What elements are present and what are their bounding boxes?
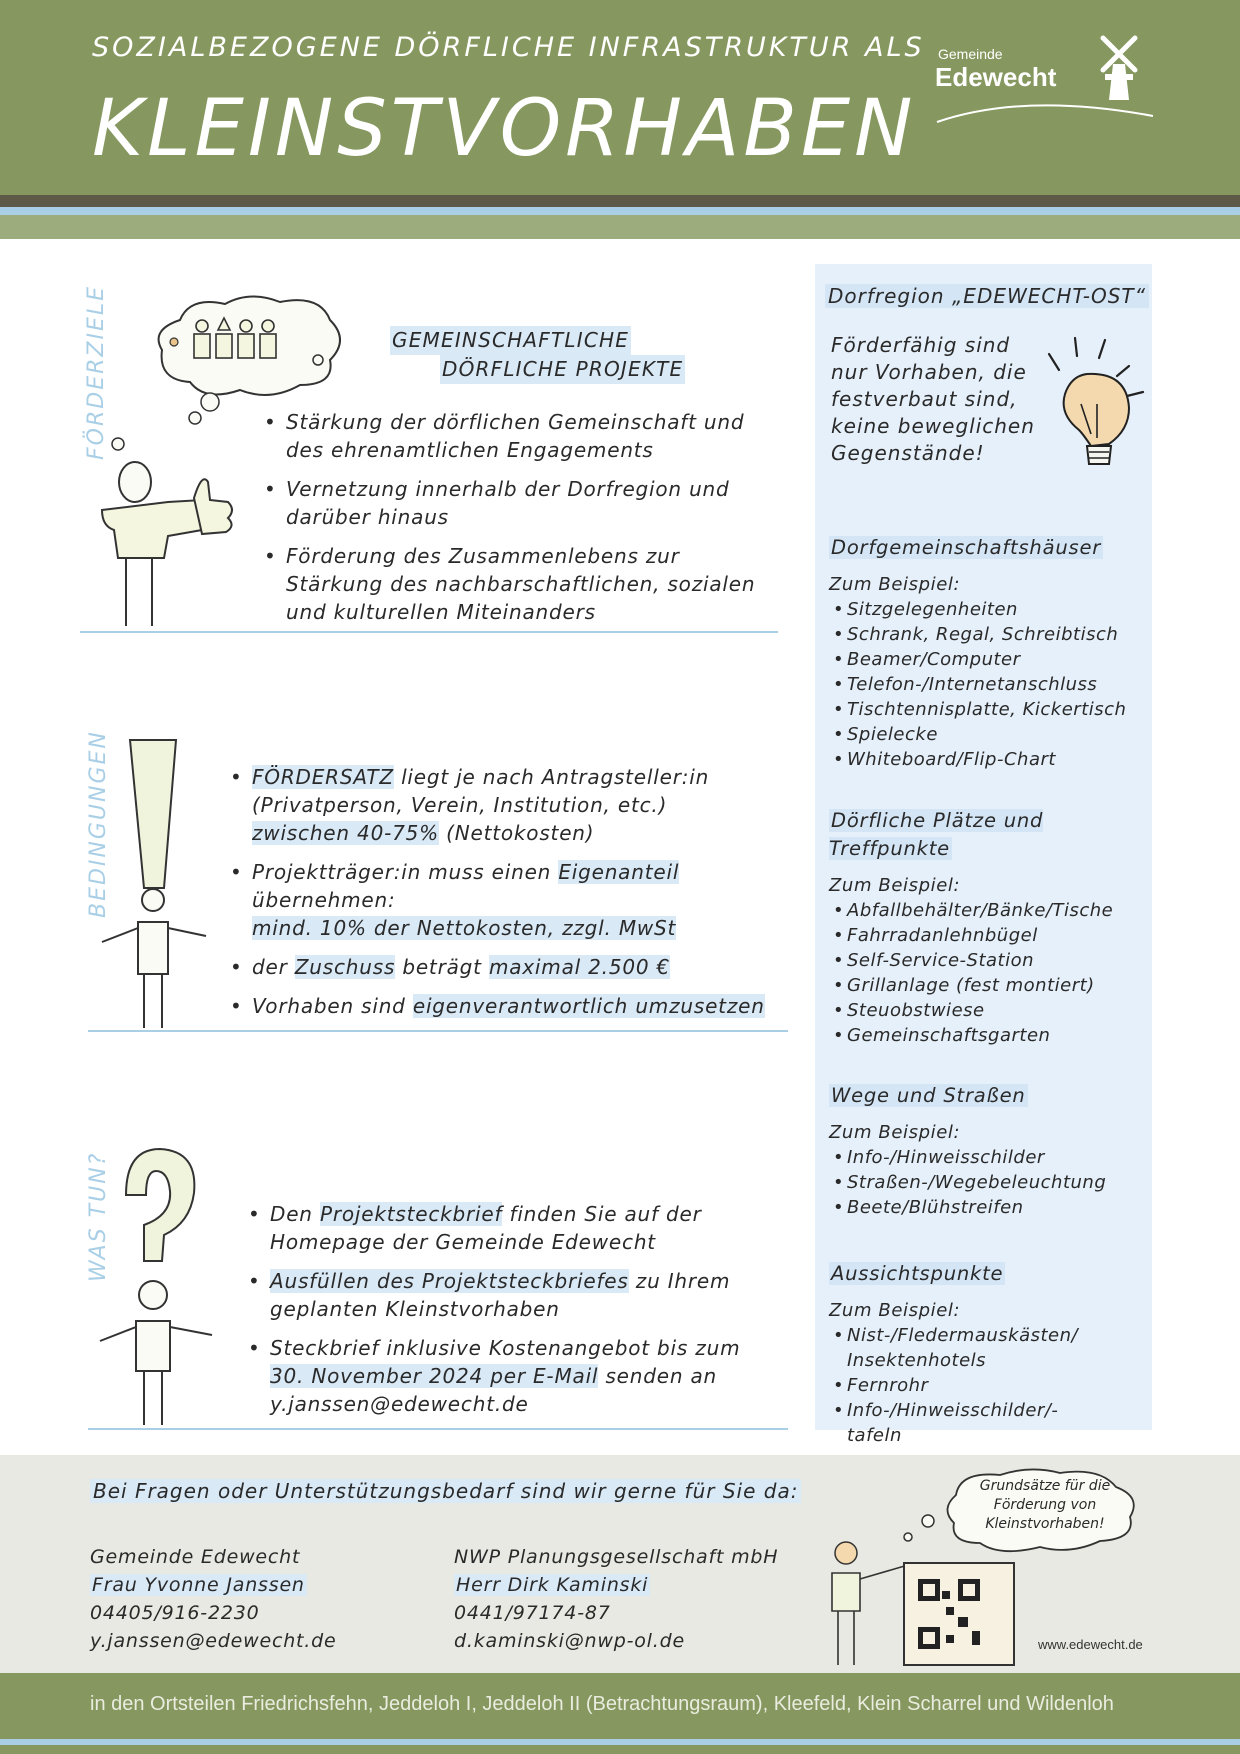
category-example-label: Zum Beispiel: [829, 875, 961, 896]
header-stripe-dark [0, 195, 1240, 207]
contact-section [0, 1455, 1240, 1673]
contact-phone[interactable]: 04405/916-2230 [90, 1602, 260, 1624]
list-item: • Whiteboard/Flip-Chart [829, 747, 1139, 772]
list-item: • Beamer/Computer [829, 647, 1139, 672]
section3-b3-text: Steckbrief inklusive Kostenangebot bis zum [270, 1336, 741, 1360]
highlight-eigenverantwortlich: eigenverantwortlich umzusetzen [412, 994, 765, 1018]
section2-b3-text: der [252, 955, 295, 979]
side-label-bedingungen: BEDINGUNGEN [86, 730, 111, 918]
category-title: Dörfliche Plätze und Treffpunkte [829, 809, 1044, 860]
list-item: • Info-/Hinweisschilder/-tafeln [829, 1398, 1109, 1448]
list-item: • Steuobstwiese [829, 998, 1129, 1023]
category-list [829, 1145, 1139, 1220]
qr-note: Grundsätze für die Förderung von Kleinstvorhaben! [979, 1478, 1111, 1532]
panel-category-wege [829, 1082, 1139, 1220]
panel-category-aussichtspunkte [829, 1260, 1109, 1448]
list-item: • Fernrohr [829, 1373, 1109, 1398]
header-banner [0, 0, 1240, 195]
section2-bullet-list [228, 763, 768, 1031]
section3-b2-text: zu Ihrem geplanten Kleinstvorhaben [270, 1269, 731, 1321]
highlight-zuschuss: Zuschuss [294, 955, 396, 979]
category-list [829, 1323, 1109, 1448]
panel-intro: Förderfähig sind nur Vorhaben, die festverbaut sind, keine beweglichen Gegenstände! [831, 333, 1035, 465]
section2-bullet-foerdersatz [228, 763, 768, 847]
contact-phone[interactable]: 0441/97174-87 [454, 1602, 611, 1624]
panel-category-dorfgemeinschaftshaeuser [829, 534, 1139, 772]
section3-bullet-steckbrief [246, 1200, 756, 1256]
side-label-foerderziele: FÖRDERZIELE [84, 284, 109, 460]
logo-small-text: Gemeinde [938, 46, 1003, 62]
list-item: • Fahrradanlehnbügel [829, 923, 1129, 948]
municipality-logo[interactable] [935, 34, 1155, 129]
highlight-rate: zwischen 40-75% [252, 821, 439, 845]
contact-org: NWP Planungsgesellschaft mbH [454, 1546, 779, 1568]
lightbulb-icon [1043, 334, 1153, 484]
contact-email[interactable]: y.janssen@edewecht.de [90, 1630, 337, 1652]
section2-b4-text: Vorhaben sind [252, 994, 413, 1018]
highlight-eigenanteil: Eigenanteil [558, 860, 680, 884]
highlight-min-share: mind. 10% der Nettokosten, zzgl. MwSt [252, 916, 677, 940]
footer-stripe-green [0, 1745, 1240, 1754]
list-item: • Gemeinschaftsgarten [829, 1023, 1129, 1048]
logo-big-text: Edewecht [935, 62, 1057, 92]
highlight-projektsteckbrief: Projektsteckbrief [319, 1202, 503, 1226]
section2-divider [88, 1030, 788, 1032]
list-item: • Schrank, Regal, Schreibtisch [829, 622, 1139, 647]
category-title: Wege und Straßen [831, 1084, 1026, 1107]
logo-swoosh [935, 96, 1155, 126]
list-item: • Abfallbehälter/Bänke/Tische [829, 898, 1129, 923]
section3-bullet-ausfuellen [246, 1267, 756, 1323]
category-list [829, 597, 1139, 772]
contact-org: Gemeinde Edewecht [90, 1546, 301, 1568]
header-subtitle: SOZIALBEZOGENE DÖRFLICHE INFRASTRUKTUR ALS [92, 32, 925, 63]
section2-bullet-verantwortung [228, 992, 768, 1020]
list-item: • Beete/Blühstreifen [829, 1195, 1139, 1220]
section2-b3-text2: beträgt [395, 955, 489, 979]
list-item: • Straßen-/Wegebeleuchtung [829, 1170, 1139, 1195]
section1-divider [80, 631, 778, 633]
list-item: • Grillanlage (fest montiert) [829, 973, 1129, 998]
section1-heading-line2: DÖRFLICHE PROJEKTE [440, 355, 685, 384]
list-item: • Spielecke [829, 722, 1139, 747]
section1-heading [390, 326, 685, 384]
right-panel-dorfregion [815, 264, 1152, 1446]
thought-cloud-people-icon [150, 290, 350, 420]
contact-email[interactable]: d.kaminski@nwp-ol.de [454, 1630, 685, 1652]
list-item: • Self-Service-Station [829, 948, 1129, 973]
contact-name: Herr Dirk Kaminski [456, 1574, 649, 1596]
section3-b1-text: Den [270, 1202, 320, 1226]
category-title: Aussichtspunkte [831, 1262, 1004, 1285]
highlight-deadline: 30. November 2024 per E-Mail [270, 1364, 599, 1388]
list-item: • Telefon-/Internetanschluss [829, 672, 1139, 697]
section1-heading-line1: GEMEINSCHAFTLICHE [390, 326, 631, 355]
side-label-was-tun: WAS TUN? [86, 1151, 111, 1282]
footer-text: in den Ortsteilen Friedrichsfehn, Jeddeloh I, Jeddeloh II (Betrachtungsraum), Kleefeld, Klein Scharrel und Wildenloh [90, 1693, 1114, 1715]
highlight-max: maximal 2.500 € [488, 955, 671, 979]
header-stripe-light [0, 215, 1240, 239]
section2-b1-text: liegt je nach Antragsteller:in (Privatperson, Verein, Institution, etc.) [252, 765, 710, 817]
section3-b3-text2: senden an y.janssen@edewecht.de [270, 1364, 718, 1416]
section3-bullet-senden [246, 1334, 756, 1418]
question-mark-person-icon [96, 1145, 216, 1425]
category-example-label: Zum Beispiel: [829, 574, 961, 595]
section3-divider [88, 1428, 788, 1430]
section2-bullet-zuschuss [228, 953, 768, 981]
section1-bullet: • Förderung des Zusammenlebens zur Stärkung des nachbarschaftlichen, sozialen und kulturellen Miteinanders [262, 542, 762, 626]
section1-bullet: • Stärkung der dörflichen Gemeinschaft und des ehrenamtlichen Engagements [262, 408, 762, 464]
section3-bullet-list [246, 1200, 756, 1429]
highlight-foerdersatz: FÖRDERSATZ [252, 765, 394, 789]
section2-b2-text2: übernehmen: [252, 888, 396, 912]
header-stripe-blue [0, 207, 1240, 215]
list-item: • Nist-/Fledermauskästen/ Insektenhotels [829, 1323, 1109, 1373]
section3-b1-text2: finden Sie auf der Homepage der Gemeinde Edewecht [270, 1202, 702, 1254]
windmill-icon [1095, 34, 1155, 104]
category-title: Dorfgemeinschaftshäuser [831, 536, 1102, 559]
section2-b2-text: Projektträger:in muss einen [252, 860, 559, 884]
contact-heading: Bei Fragen oder Unterstützungsbedarf sind wir gerne für Sie da: [90, 1479, 801, 1503]
page-title: KLEINSTVORHABEN [92, 84, 917, 174]
list-item: • Tischtennisplatte, Kickertisch [829, 697, 1139, 722]
list-item: • Sitzgelegenheiten [829, 597, 1139, 622]
category-example-label: Zum Beispiel: [829, 1122, 961, 1143]
list-item: • Info-/Hinweisschilder [829, 1145, 1139, 1170]
section1-bullet: • Vernetzung innerhalb der Dorfregion und darüber hinaus [262, 475, 762, 531]
section1-bullet-list [262, 408, 762, 637]
contact-name: Frau Yvonne Janssen [92, 1574, 305, 1596]
exclamation-person-icon [96, 738, 216, 1028]
footer-banner [0, 1673, 1240, 1739]
section2-b1-tail: (Nettokosten) [438, 821, 595, 845]
section2-bullet-eigenanteil [228, 858, 768, 942]
presenter-with-qr-icon [818, 1535, 1018, 1675]
contact-gemeinde [90, 1543, 337, 1655]
category-list [829, 898, 1129, 1048]
website-link[interactable]: www.edewecht.de [1038, 1637, 1143, 1652]
panel-title: Dorfregion „EDEWECHT-OST“ [825, 284, 1149, 308]
contact-nwp [454, 1543, 778, 1655]
panel-category-plaetze [829, 807, 1129, 1048]
highlight-ausfuellen: Ausfüllen des Projektsteckbriefes [270, 1269, 629, 1293]
category-example-label: Zum Beispiel: [829, 1300, 961, 1321]
thumbs-up-person-icon [90, 430, 250, 630]
